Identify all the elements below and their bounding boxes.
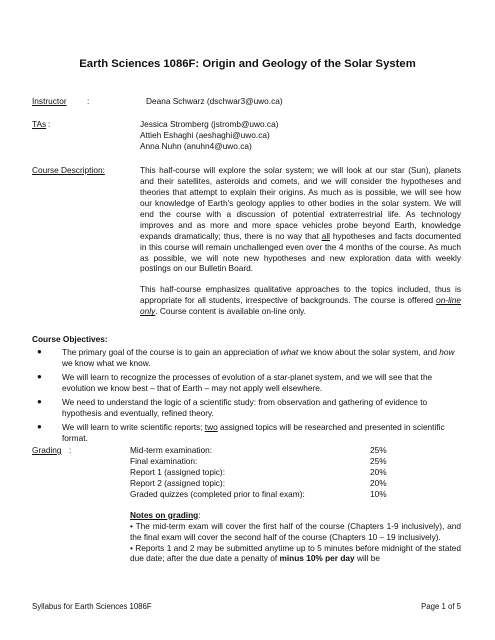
tas-colon: : [48, 119, 51, 129]
course-description-section [32, 165, 461, 317]
bullet-icon: ● [37, 396, 42, 406]
emphasis-all: all [321, 230, 331, 241]
course-description-label: Course Description: [32, 165, 105, 175]
description-paragraph-2: This half-course emphasizes qualitative approaches to the topics included, thus is appropriate for all students, irrespective of backgrounds. The course is offered on-line only. Course content is available on-line only. [140, 284, 461, 317]
grading-table [130, 445, 387, 500]
notes-heading: Notes on grading: [130, 509, 201, 520]
objective-item: ● The primary goal of the course is to gain an appreciation of what we know about the solar system, and how we know what we know. [37, 346, 455, 368]
tas-section [32, 119, 461, 152]
page-number: Page 1 of 5 [421, 602, 461, 611]
objectives-list [32, 347, 461, 444]
ta-entry: Jessica Stromberg (jstromb@uwo.ca) [140, 119, 279, 129]
table-row: Report 2 (assigned topic): 20% [130, 477, 387, 488]
bullet-icon: ● [37, 371, 42, 381]
ta-entry: Anna Nuhn (anuhn4@uwo.ca) [140, 140, 252, 151]
objective-item: ● We will learn to recognize the processes of evolution of a star-planet system, and we will see that the evolution we know best – that of Earth – may not apply well elsewhere. [37, 371, 433, 393]
footer-title: Syllabus for Earth Sciences 1086F [32, 602, 152, 611]
instructor-colon: : [87, 96, 90, 106]
grading-note-2: • Reports 1 and 2 may be submitted anytime up to 5 minutes before midnight of the stated due date; after the due date a penalty of minus 10% per day will be [130, 542, 461, 564]
instructor-section [32, 96, 461, 107]
tas-list [140, 119, 461, 152]
grading-colon: : [69, 445, 72, 455]
document-title: Earth Sciences 1086F: Origin and Geology of the Solar System [79, 58, 416, 70]
instructor-label: Instructor [32, 96, 67, 106]
tas-label: TAs [32, 119, 47, 129]
bullet-icon: ● [37, 421, 42, 431]
table-row: Final examination: 25% [130, 455, 387, 466]
instructor-name: Deana Schwarz (dschwar3@uwo.ca) [146, 96, 283, 106]
table-row: Graded quizzes (completed prior to final exam): 10% [130, 488, 387, 499]
objective-item: ● We need to understand the logic of a scientific study: from observation and gathering of evidence to hypothesis and eventually, refined theory. [37, 396, 428, 418]
objective-item: ● We will learn to write scientific reports; two assigned topics will be researched and presented in scientific format. [37, 421, 445, 443]
description-paragraph-1: This half-course will explore the solar system; we will look at our star (Sun), planets and their satellites, asteroids and comets, and we will consider the hypotheses and theories that attempt to explain their origins. As much as is possible, we will see how our knowledge of Earth's geology applies to other bodies in the solar system. We will end the course with a discussion of potential extraterrestrial life. As technology improves and as more and more space vehicles probe beyond Earth, knowledge expands dramatically; thus, there is no way that all hypotheses and facts documented in this course will remain unchallenged even over the 4 months of the course. As much as possible, we will note new hypotheses and new exploration data with weekly postings on our Bulletin Board. [140, 165, 462, 274]
page-footer [32, 602, 461, 612]
course-description-body [140, 165, 461, 317]
table-row: Mid-term examination: 25% [130, 445, 387, 455]
grading-notes [130, 510, 461, 565]
bullet-icon: ● [37, 346, 42, 356]
emphasis-online-only: on-line only [140, 295, 461, 317]
objectives-section [32, 334, 461, 446]
table-row: Report 1 (assigned topic): 20% [130, 466, 387, 477]
objectives-heading: Course Objectives: [32, 334, 108, 344]
grading-label: Grading [32, 445, 62, 455]
grading-note-1: • The mid-term exam will cover the first half of the course (Chapters 1-9 inclusively), and the final exam will cover the second half of the course (Chapters 10 – 19 inclusively). [130, 520, 461, 542]
grading-section [32, 445, 461, 564]
ta-entry: Attieh Eshaghi (aeshaghi@uwo.ca) [140, 129, 270, 140]
